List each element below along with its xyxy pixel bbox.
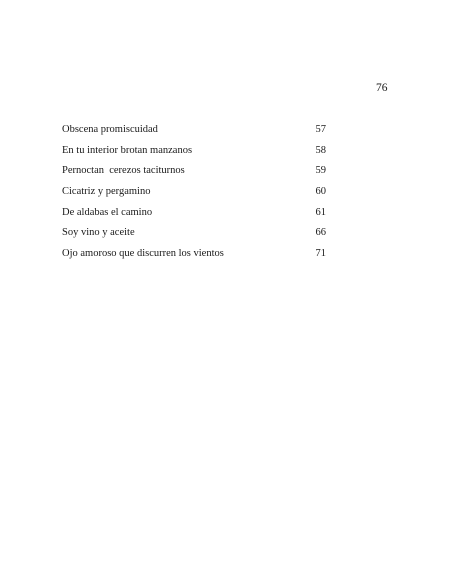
toc-entry-page: 58 bbox=[315, 144, 326, 156]
toc-entry bbox=[62, 145, 326, 166]
toc-entry-page: 66 bbox=[315, 227, 326, 239]
toc-entry-page: 59 bbox=[315, 165, 326, 177]
toc-entry-page: 57 bbox=[315, 124, 326, 135]
toc-entry-title: Obscena promiscuidad bbox=[62, 124, 158, 135]
toc-entry bbox=[62, 165, 326, 186]
toc-entry-title: Cicatriz y pergamino bbox=[62, 186, 151, 198]
toc-entry-title: Soy vino y aceite bbox=[62, 227, 135, 239]
page-number: 76 bbox=[376, 82, 388, 94]
toc-entry-page: 71 bbox=[315, 248, 326, 260]
toc-entry bbox=[62, 227, 326, 248]
toc-entry bbox=[62, 124, 326, 145]
table-of-contents bbox=[62, 124, 326, 269]
toc-entry-page: 61 bbox=[315, 206, 326, 218]
toc-entry-title: Ojo amoroso que discurren los vientos bbox=[62, 248, 224, 260]
toc-entry-title: Pernoctan cerezos taciturnos bbox=[62, 165, 185, 177]
toc-entry bbox=[62, 186, 326, 207]
toc-entry-title: En tu interior brotan manzanos bbox=[62, 144, 193, 156]
toc-entry-page: 60 bbox=[315, 186, 326, 198]
toc-entry-title: De aldabas el camino bbox=[62, 206, 153, 218]
toc-entry bbox=[62, 207, 326, 228]
toc-entry bbox=[62, 248, 326, 269]
